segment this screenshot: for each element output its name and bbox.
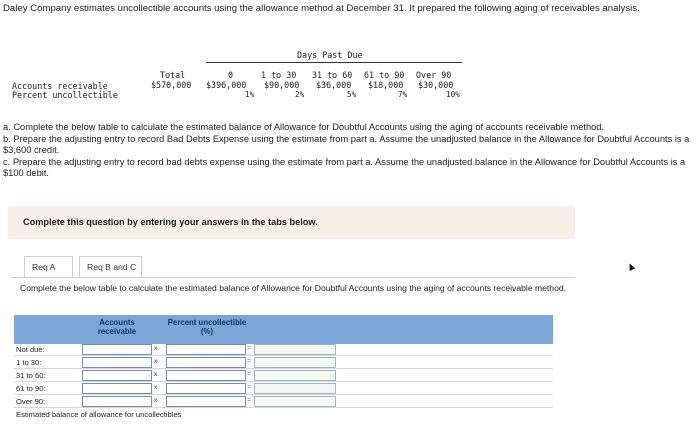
req-a-instruction: Complete the below table to calculate the estimated balance of Allowance for Doubtful Accounts using the aging of accounts receivable method. xyxy=(20,283,567,293)
result-cell[interactable] xyxy=(254,357,336,368)
accounts-receivable-input[interactable] xyxy=(82,396,152,407)
percent-input[interactable] xyxy=(166,396,246,407)
accounts-receivable-input[interactable] xyxy=(82,370,152,381)
table-total-row xyxy=(14,409,553,419)
part-a-text: a. Complete the below table to calculate the estimated balance of Allowance for Doubtful Accounts using the aging of accounts receivable method. xyxy=(3,122,605,132)
value-31-to-60-percent: 5% xyxy=(347,90,357,99)
percent-input[interactable] xyxy=(166,370,246,381)
table-row xyxy=(14,383,553,395)
accounts-receivable-input[interactable] xyxy=(82,383,152,394)
tab-strip-divider xyxy=(11,277,575,278)
row-label-accounts-receivable: Accounts receivable xyxy=(12,81,108,91)
intro-text: Daley Company estimates uncollectible accounts using the allowance method at December 31. It prepared the following aging of receivables analysis. xyxy=(3,3,640,14)
col-header-accounts-receivable: Accounts receivable xyxy=(97,318,137,336)
row-label-percent-uncollectible: Percent uncollectible xyxy=(12,90,118,100)
equals-symbol: = xyxy=(247,345,252,352)
header-total: Total xyxy=(160,70,186,80)
result-cell[interactable] xyxy=(254,370,336,381)
table-row xyxy=(14,344,553,356)
question-parts xyxy=(3,122,693,180)
table-row xyxy=(14,370,553,382)
row-label: 31 to 60: xyxy=(16,371,46,380)
tab-req-a[interactable]: Req A xyxy=(24,256,73,277)
value-1-to-30-percent: 2% xyxy=(295,90,305,99)
result-cell[interactable] xyxy=(254,344,336,355)
result-cell[interactable] xyxy=(254,396,336,407)
value-0-percent: 1% xyxy=(245,90,255,99)
total-row-label: Estimated balance of allowance for uncollectibles xyxy=(16,410,182,419)
percent-input[interactable] xyxy=(166,383,246,394)
value-1-to-30-receivable: $90,000 xyxy=(264,80,300,90)
table-row xyxy=(14,396,553,408)
equals-symbol: = xyxy=(247,397,252,404)
percent-input[interactable] xyxy=(166,357,246,368)
allowance-table xyxy=(14,315,553,419)
equals-symbol: = xyxy=(247,358,252,365)
value-61-to-90-receivable: $18,000 xyxy=(368,80,404,90)
header-61-to-90: 61 to 90 xyxy=(364,70,405,80)
times-symbol: x xyxy=(154,358,158,365)
tab-req-b-and-c[interactable]: Req B and C xyxy=(79,256,142,277)
percent-input[interactable] xyxy=(166,344,246,355)
times-symbol: x xyxy=(154,397,158,404)
accounts-receivable-input[interactable] xyxy=(82,344,152,355)
equals-symbol: = xyxy=(247,371,252,378)
row-label: Not due: xyxy=(16,345,45,354)
value-61-to-90-percent: 7% xyxy=(398,90,408,99)
value-0-receivable: $396,000 xyxy=(206,80,247,90)
value-total-receivable: $570,000 xyxy=(151,80,192,90)
result-cell[interactable] xyxy=(254,383,336,394)
header-31-to-60: 31 to 60 xyxy=(312,70,353,80)
part-c-text: c. Prepare the adjusting entry to record bad debts expense using the estimate from part a. Assume the unadjusted balance in the Allowance for Doubtful Accounts is a $100 debit. xyxy=(3,156,686,178)
accounts-receivable-input[interactable] xyxy=(82,357,152,368)
part-b-text: b. Prepare the adjusting entry to record Bad Debts Expense using the estimate from part a. Assume the unadjusted balance in the Allowance for Doubtful Accounts is a $3,600 credit. xyxy=(3,133,690,155)
col-header-percent-uncollectible: Percent uncollectible (%) xyxy=(167,318,247,336)
table-row xyxy=(14,357,553,369)
mouse-cursor-icon xyxy=(627,262,635,271)
times-symbol: x xyxy=(154,345,158,352)
header-1-to-30: 1 to 30 xyxy=(261,70,297,80)
days-past-due-rule xyxy=(206,62,462,63)
days-past-due-label: Days Past Due xyxy=(297,50,363,60)
header-0: 0 xyxy=(228,70,234,80)
table-header xyxy=(14,315,553,344)
banner-text: Complete this question by entering your answers in the tabs below. xyxy=(23,217,318,227)
value-over-90-percent: 10% xyxy=(446,90,460,99)
row-label: 61 to 90: xyxy=(16,384,46,393)
header-over-90: Over 90 xyxy=(416,70,452,80)
table-body xyxy=(14,344,553,419)
times-symbol: x xyxy=(154,384,158,391)
row-label: Over 90: xyxy=(16,397,46,406)
value-over-90-receivable: $30,000 xyxy=(418,80,454,90)
times-symbol: x xyxy=(154,371,158,378)
row-label: 1 to 30: xyxy=(16,358,42,367)
instruction-banner xyxy=(8,206,575,239)
equals-symbol: = xyxy=(247,384,252,391)
value-31-to-60-receivable: $36,000 xyxy=(316,80,352,90)
